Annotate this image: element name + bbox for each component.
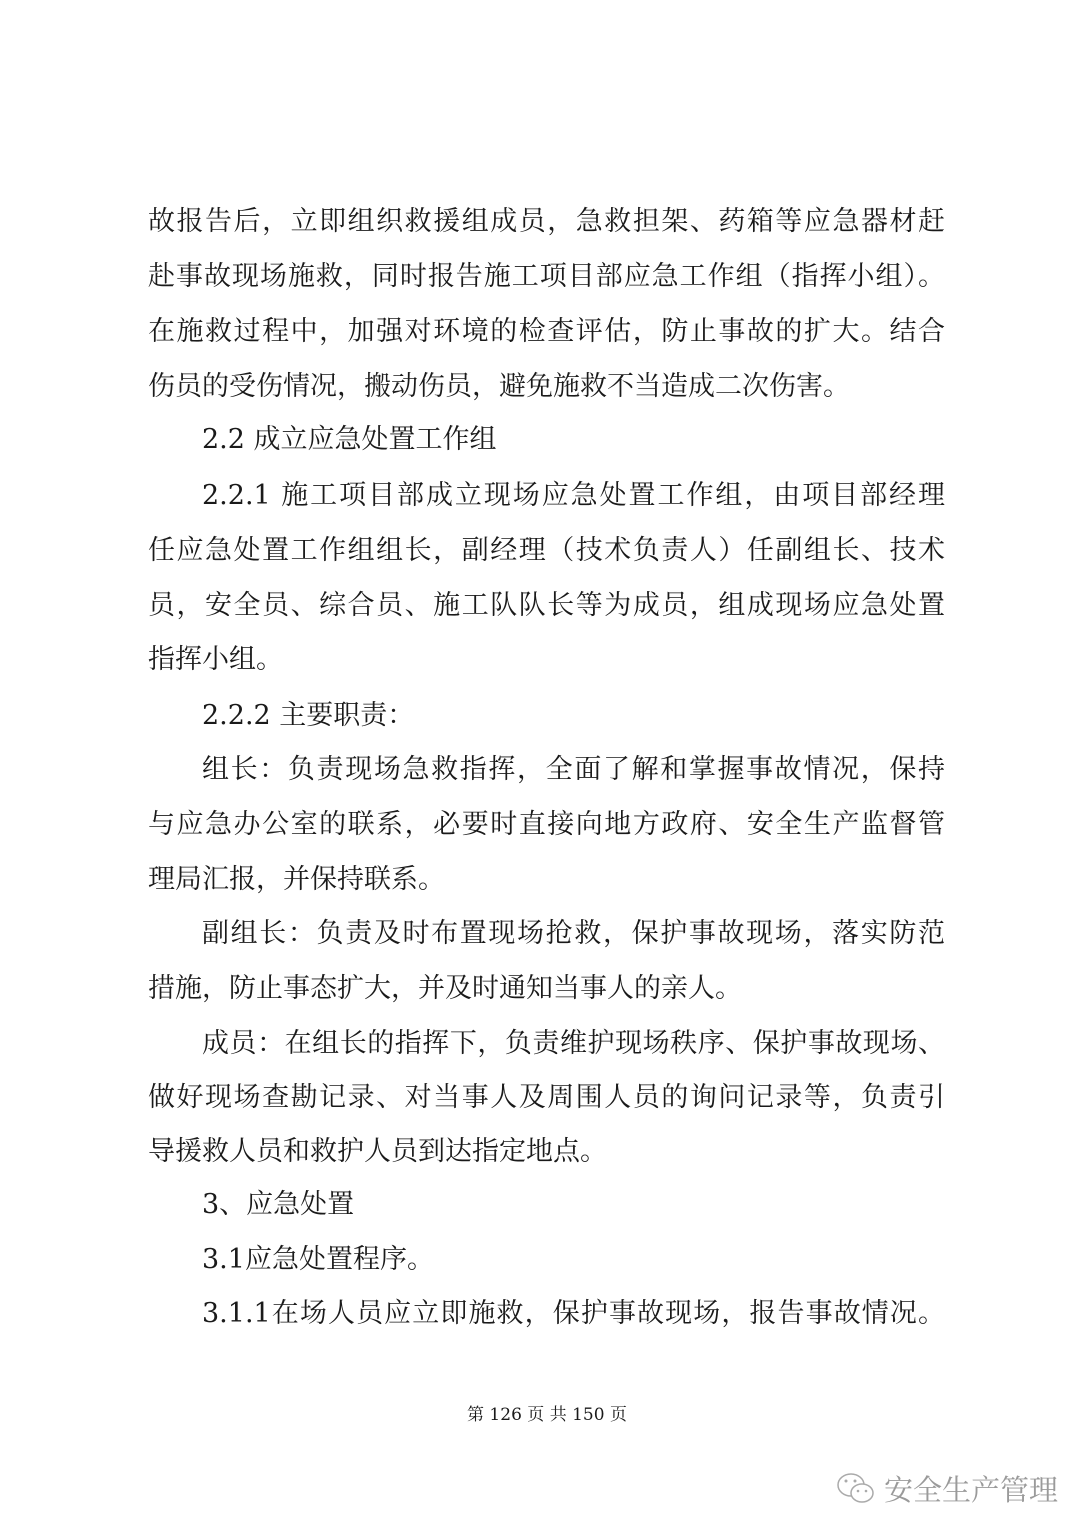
body-line: 与应急办公室的联系，必要时直接向地方政府、安全生产监督管 — [148, 809, 945, 840]
body-line: 做好现场查勘记录、对当事人及周围人员的询问记录等，负责引 — [148, 1082, 945, 1113]
body-line: 理局汇报，并保持联系。 — [148, 864, 445, 895]
section-heading: 3.1应急处置程序。 — [202, 1244, 434, 1275]
body-line: 员，安全员、综合员、施工队队长等为成员，组成现场应急处置 — [148, 590, 945, 621]
body-line: 3.1.1在场人员应立即施救，保护事故现场，报告事故情况。 — [202, 1298, 945, 1329]
body-line: 措施，防止事态扩大，并及时通知当事人的亲人。 — [148, 973, 742, 1004]
body-line: 任应急处置工作组组长，副经理（技术负责人）任副组长、技术 — [148, 535, 945, 566]
body-line: 指挥小组。 — [148, 644, 283, 675]
section-heading: 2.2 成立应急处置工作组 — [202, 424, 497, 455]
body-line: 伤员的受伤情况，搬动伤员，避免施救不当造成二次伤害。 — [148, 371, 850, 402]
body-line: 组长：负责现场急救指挥，全面了解和掌握事故情况，保持 — [202, 754, 945, 785]
section-heading: 2.2.2 主要职责： — [202, 700, 415, 731]
wechat-icon — [836, 1471, 876, 1507]
body-line: 导援救人员和救护人员到达指定地点。 — [148, 1136, 607, 1167]
body-line: 副组长：负责及时布置现场抢救，保护事故现场，落实防范 — [202, 918, 945, 949]
watermark-text: 安全生产管理 — [884, 1473, 1059, 1507]
body-line: 故报告后，立即组织救援组成员，急救担架、药箱等应急器材赶 — [148, 206, 945, 237]
section-heading: 3、应急处置 — [202, 1189, 355, 1220]
body-line: 成员：在组长的指挥下，负责维护现场秩序、保护事故现场、 — [202, 1028, 945, 1059]
body-line: 赴事故现场施救，同时报告施工项目部应急工作组（指挥小组）。 — [148, 261, 945, 292]
body-line: 2.2.1 施工项目部成立现场应急处置工作组，由项目部经理 — [202, 480, 945, 511]
page-number: 第 126 页 共 150 页 — [467, 1405, 627, 1425]
watermark — [836, 1468, 1058, 1509]
body-line: 在施救过程中，加强对环境的检查评估，防止事故的扩大。结合 — [148, 316, 945, 347]
